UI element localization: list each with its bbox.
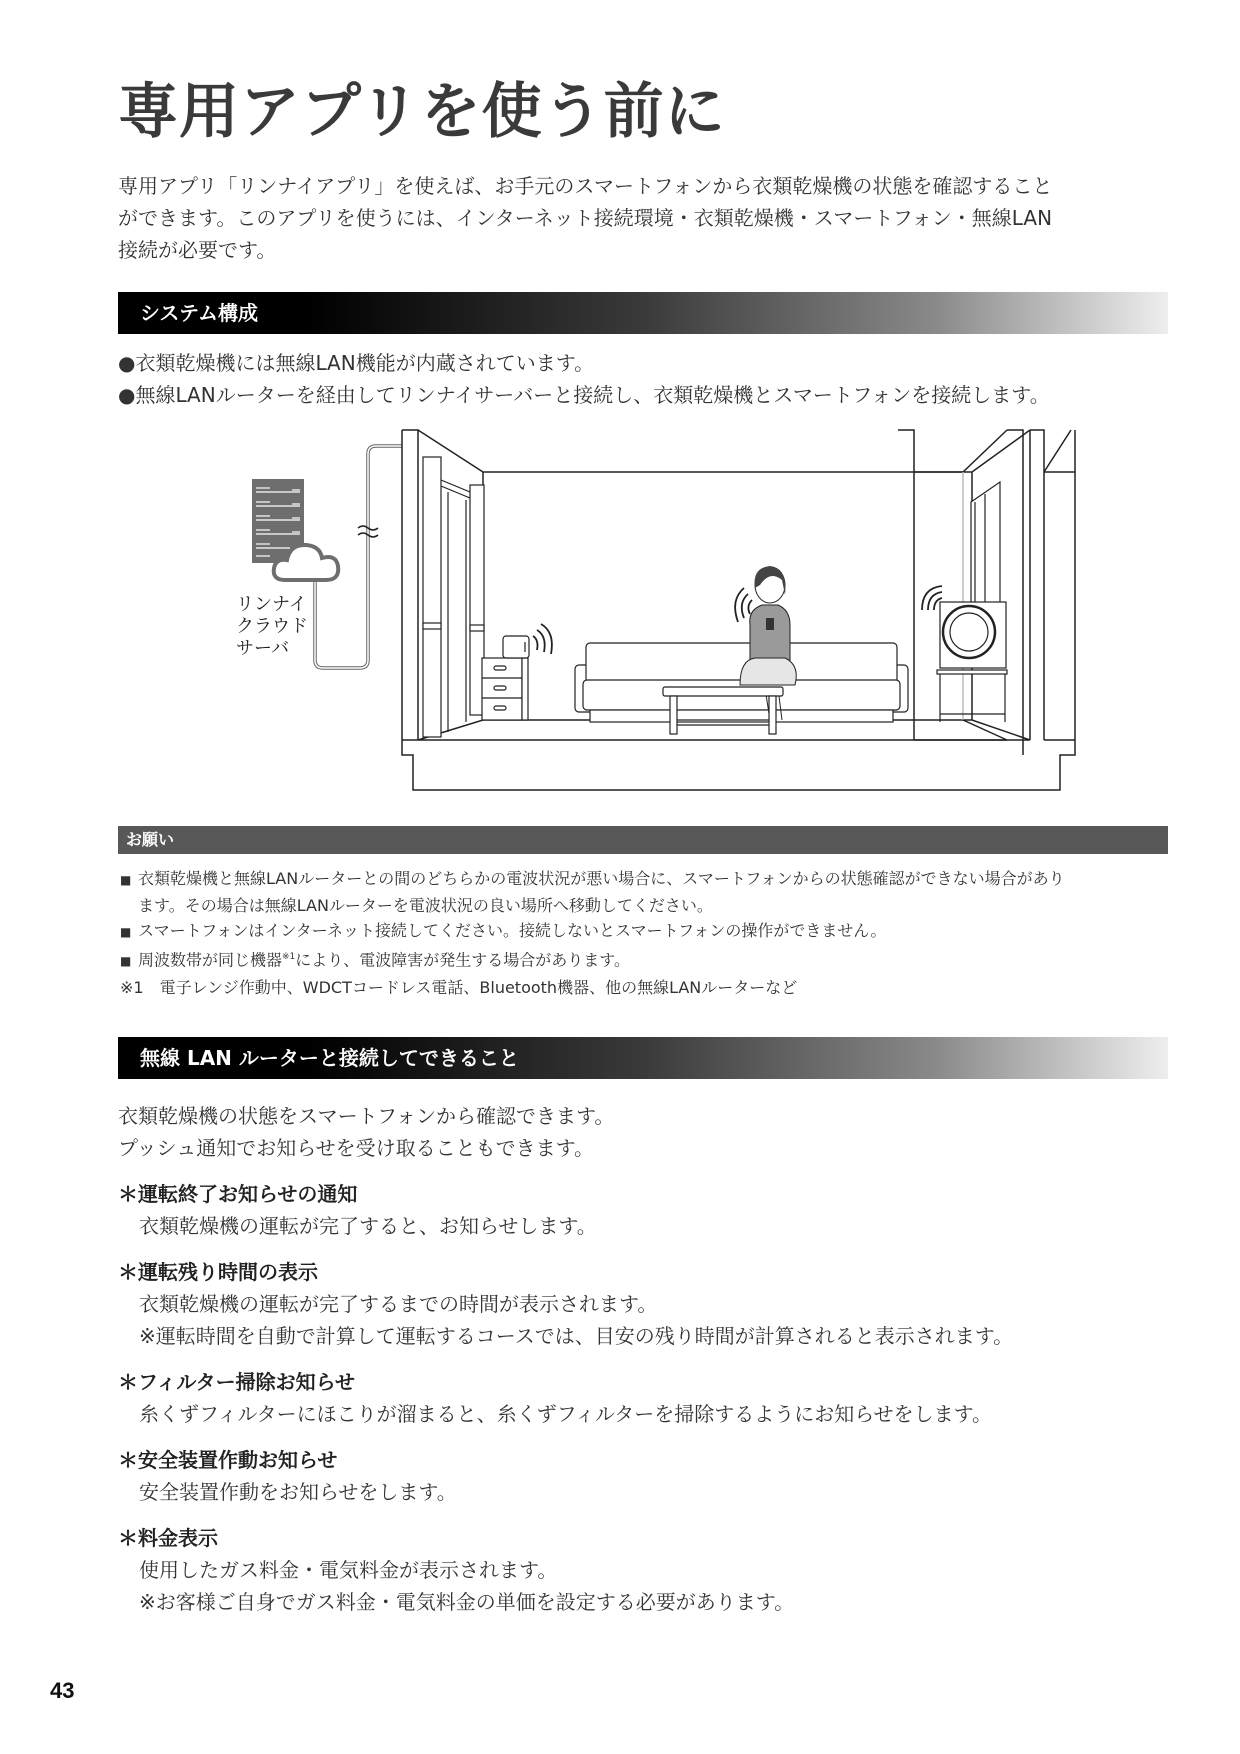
footnote-reference: ※1 — [282, 952, 296, 962]
feature-note: ※お客様ご自身でガス料金・電気料金の単価を設定する必要があります。 — [139, 1590, 795, 1614]
asterisk-icon: ＊ — [118, 1526, 138, 1550]
asterisk-icon: ＊ — [118, 1182, 138, 1206]
feature-desc: 衣類乾燥機の運転が完了するまでの時間が表示されます。 — [139, 1292, 658, 1316]
section-heading-lan: 無線 LAN ルーターと接続してできること — [118, 1037, 1168, 1079]
asterisk-icon: ＊ — [118, 1370, 138, 1394]
feature-note: ※運転時間を自動で計算して運転するコースでは、目安の残り時間が計算されると表示されます。 — [139, 1324, 1014, 1348]
notice-item: ■ 衣類乾燥機と無線LANルーターとの間のどちらかの電波状況が悪い場合に、スマートフォンからの状態確認ができない場合があり ます。その場合は無線LANルーターを電波状況の良い場所へ移動してください。 — [120, 869, 1065, 915]
notice-item: ■ スマートフォンはインターネット接続してください。接続しないとスマートフォンの操作ができません。 — [120, 918, 1180, 945]
lead-line: 衣類乾燥機の状態をスマートフォンから確認できます。 — [118, 1104, 615, 1128]
section-heading-system: システム構成 — [118, 292, 1168, 334]
cloud-label-line: クラウド — [236, 616, 308, 637]
feature-title: 料金表示 — [138, 1526, 218, 1550]
lead-line: プッシュ通知でお知らせを受け取ることもできます。 — [118, 1136, 594, 1160]
feature-title: フィルター掃除お知らせ — [138, 1370, 355, 1394]
feature-desc: 糸くずフィルターにほこりが溜まると、糸くずフィルターを掃除するようにお知らせをします。 — [139, 1402, 992, 1426]
wireless-router-icon — [503, 636, 529, 658]
intro-line: 接続が必要です。 — [118, 238, 277, 262]
wifi-signal-icon — [533, 624, 552, 654]
feature-desc: 衣類乾燥機の運転が完了すると、お知らせします。 — [139, 1214, 597, 1238]
cloud-label-line: サーバ — [236, 638, 290, 659]
lan-features — [118, 1100, 1178, 1618]
wifi-signal-icon — [735, 588, 752, 622]
feature-item — [118, 1366, 1178, 1430]
cabinet — [482, 658, 528, 720]
intro-line: ができます。このアプリを使うには、インターネット接続環境・衣類乾燥機・スマートフォン・無線LAN — [118, 206, 1053, 230]
asterisk-icon: ＊ — [118, 1448, 138, 1472]
page-title: 専用アプリを使う前に — [118, 77, 726, 147]
bullet-item: ●衣類乾燥機には無線LAN機能が内蔵されています。 — [118, 351, 595, 375]
feature-title: 運転終了お知らせの通知 — [138, 1182, 358, 1206]
feature-item — [118, 1178, 1178, 1242]
laundry-room-illustration — [815, 420, 1065, 800]
square-bullet-icon: ■ — [120, 925, 132, 939]
feature-item — [118, 1444, 1178, 1508]
feature-item — [118, 1522, 1178, 1618]
feature-desc: 安全装置作動をお知らせをします。 — [139, 1480, 457, 1504]
feature-desc: 使用したガス料金・電気料金が表示されます。 — [139, 1558, 558, 1582]
cloud-label-line: リンナイ — [236, 594, 307, 615]
intro-line: 専用アプリ「リンナイアプリ」を使えば、お手元のスマートフォンから衣類乾燥機の状態を確認すること — [118, 174, 1053, 198]
clothes-dryer — [937, 602, 1007, 722]
notice-heading: お願い — [118, 826, 1168, 854]
feature-title: 運転残り時間の表示 — [138, 1260, 318, 1284]
square-bullet-icon: ■ — [120, 954, 132, 969]
intro-paragraph — [118, 170, 1178, 266]
asterisk-icon: ＊ — [118, 1260, 138, 1284]
notice-list — [120, 866, 1180, 1000]
wifi-signal-icon — [922, 586, 942, 610]
footnote: ※1 電子レンジ作動中、WDCTコードレス電話、Bluetooth機器、他の無線LANルーターなど — [120, 978, 798, 998]
bullet-item: ●無線LANルーターを経由してリンナイサーバーと接続し、衣類乾燥機とスマートフォンを接続します。 — [118, 383, 1050, 407]
square-bullet-icon: ■ — [120, 873, 132, 887]
notice-item: ■ 周波数帯が同じ機器$^{※1}$により、電波障害が発生する場合があります。 — [120, 945, 1180, 974]
page-number: 43 — [50, 1678, 75, 1703]
feature-title: 安全装置作動お知らせ — [138, 1448, 338, 1472]
system-bullets — [118, 347, 1178, 411]
feature-item — [118, 1256, 1178, 1352]
